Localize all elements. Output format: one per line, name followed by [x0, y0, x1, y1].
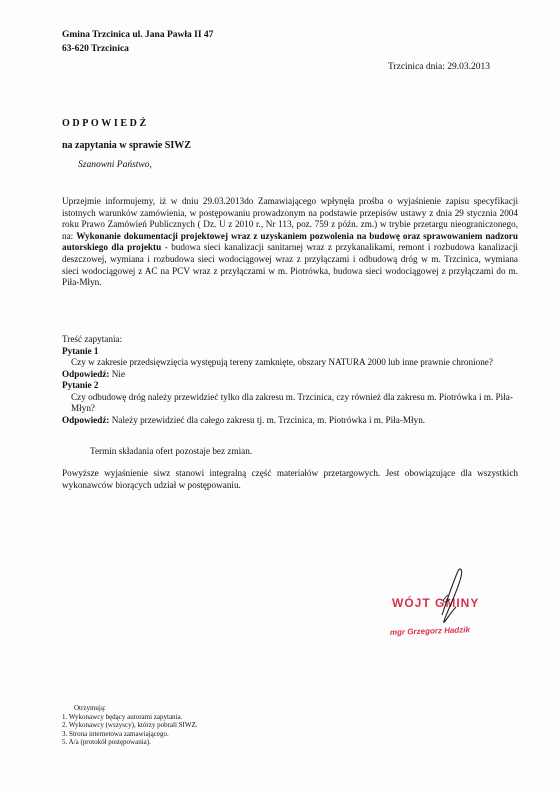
closing-paragraph: Powyższe wyjaśnienie siwz stanowi integralną część materiałów przetargowych. Jest obowiązujące dla wszystkich wykonawców biorących udział w postępowaniu.: [62, 468, 518, 490]
question-text: Czy w zakresie przedsięwzięcia występują tereny zamknięte, obszary NATURA 2000 lub inne prawnie chronione?: [71, 357, 493, 367]
recipients-heading: Otrzymują:: [74, 704, 106, 712]
recipients-list: [62, 704, 198, 747]
recipient-item: 1. Wykonawcy będący autorami zapytania.: [62, 712, 183, 721]
intro-paragraph: [62, 196, 518, 289]
sender-address: [62, 28, 213, 56]
document-subtitle: na zapytania w sprawie SIWZ: [62, 140, 191, 151]
question-text: Czy odbudowę dróg należy przewidzieć tylko dla zakresu m. Trzcinica, czy również dla zakresu m. Piotrówka i m. Piła-Młyn?: [71, 391, 513, 413]
sender-address-line1: Gmina Trzcinica ul. Jana Pawła II 47: [62, 30, 214, 40]
answer-text: Należy przewidzieć dla całego zakresu tj. m. Trzcinica, m. Piotrówka i m. Piła-Młyn.: [109, 414, 426, 425]
question-block: [62, 380, 518, 426]
document-title: ODPOWIEDŹ: [62, 118, 149, 129]
question-block: [62, 346, 518, 381]
stamp-title: WÓJT GMINY: [392, 596, 480, 610]
answer-line: [62, 415, 518, 427]
intro-text-bold: Wykonanie dokumentacji projektowej wraz z uzyskaniem pozwolenia na budowę oraz sprawowaniem nadzoru autorskiego dla projektu: [62, 230, 518, 253]
recipient-item: 2. Wykonawcy (wszyscy), którzy pobrali SIWZ.: [62, 721, 198, 730]
question-label: Pytanie 2: [62, 380, 99, 390]
question-label: Pytanie 1: [62, 345, 99, 356]
answer-label: Odpowiedź:: [62, 414, 110, 425]
questions-section: [62, 334, 518, 426]
deadline-note: Termin składania ofert pozostaje bez zmian.: [90, 446, 253, 456]
letter-date: Trzcinica dnia: 29.03.2013: [387, 62, 490, 72]
answer-label: Odpowiedź:: [62, 368, 110, 379]
recipient-item: 5. A/a (protokół postępowania).: [62, 738, 151, 747]
questions-heading: Treść zapytania:: [62, 334, 123, 344]
intro-text-part2: - budowa sieci kanalizacji sanitarnej wraz z przykanalikami, remont i rozbudowa kanalizacji deszczowej, wymiana i rozbudowa sieci wodociągowej wraz z przyłączami i odbudową dróg w m. Trzcinica, wymiana sieci wodociągowej z AC na PCV wraz z przyłączami w m. Piotrówka, budowa sieci wodociągowej z przyłączami do m. Piła-Młyn.: [62, 242, 518, 288]
stamp-name: mgr Grzegorz Hadzik: [389, 625, 471, 637]
recipient-item: 3. Strona internetowa zamawiającego.: [62, 729, 169, 738]
sender-address-line2: 63-620 Trzcinica: [62, 44, 129, 54]
signature-stamp-graphic: [384, 565, 524, 645]
salutation: Szanowni Państwo,: [78, 160, 152, 170]
answer-text: Nie: [109, 368, 126, 379]
intro-text-part1: Uprzejmie informujemy, iż w dniu 29.03.2013do Zamawiającego wpłynęła prośba o wyjaśnienie zapisu specyfikacji istotnych warunków zamówienia, w postępowaniu prowadzonym na podstawie przepisów ustawy z dnia 29 stycznia 2004 roku Prawo Zamówień Publicznych ( Dz. U z 2010 r., Nr 113, poz. 759 z późn. zm.) w trybie przetargu nieograniczonego, na:: [62, 196, 518, 241]
official-stamp: [384, 565, 524, 645]
answer-line: [62, 369, 518, 381]
